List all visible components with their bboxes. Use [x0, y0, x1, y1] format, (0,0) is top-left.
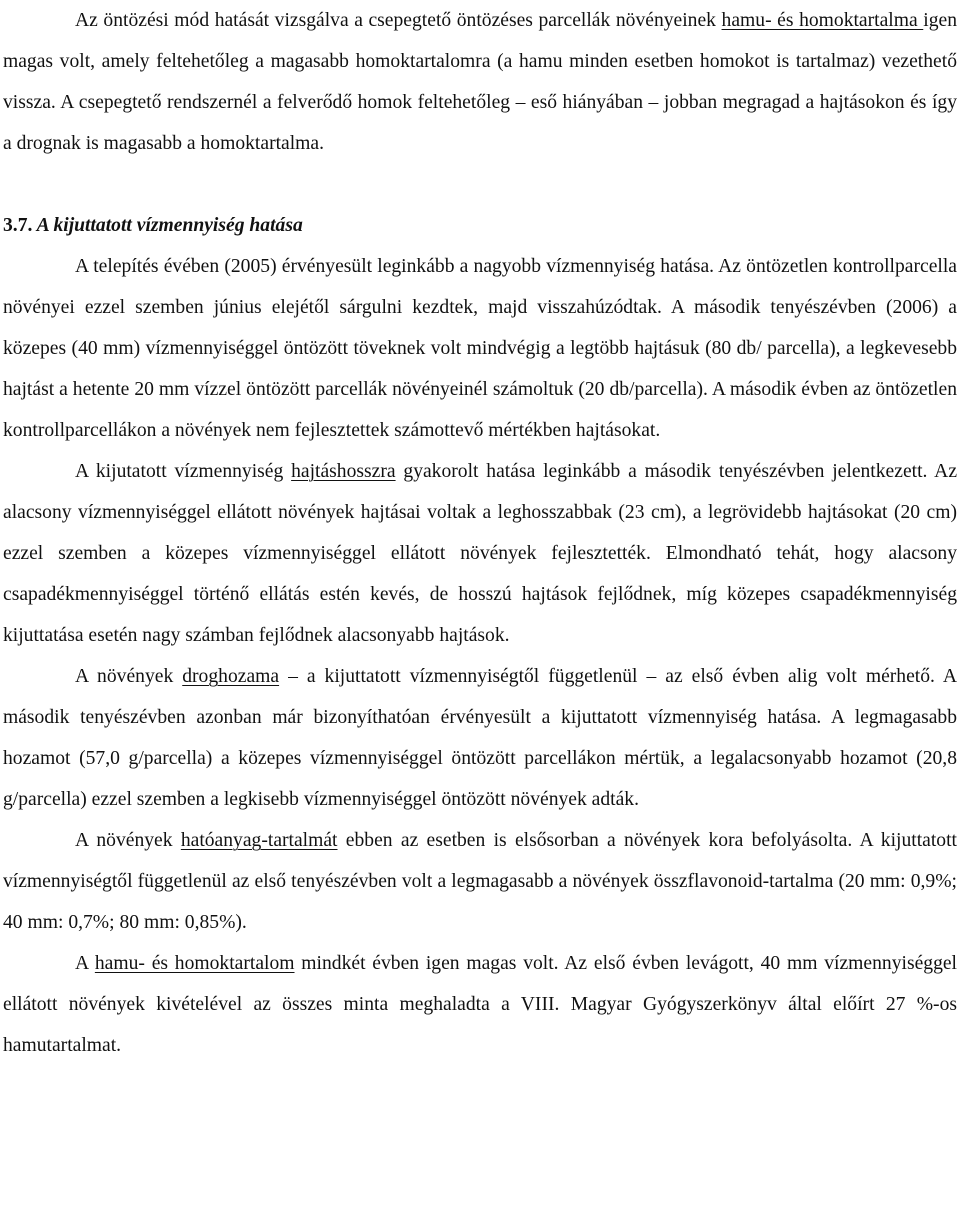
- paragraph-gap: [3, 164, 957, 205]
- paragraph-text: A növények: [75, 830, 181, 851]
- paragraph-text: A: [75, 953, 95, 974]
- paragraph-text: – a kijuttatott vízmennyiségtől függetlenül – az első évben alig volt mérhető. A második tenyészévben azonban már bizonyíthatóan érvényesült a kijuttatott vízmennyiség hatása. A legmagasabb hozamot (57,0 g/parcella) a közepes vízmennyiséggel öntözött parcellákon mértük, a legalacsonyabb hozamot (20,8 g/parcella) ezzel szemben a legkisebb vízmennyiséggel öntözött növények adták.: [3, 666, 957, 810]
- paragraph-text: igen magas volt, amely feltehetőleg a magasabb homoktartalomra (a hamu minden esetben homokot is tartalmaz) vezethető vissza. A csepegtető rendszernél a felverődő homok feltehetőleg – eső hiányában – jobban megragad a hajtásokon és így a drognak is magasabb a homoktartalma.: [3, 10, 957, 154]
- section-number: 3.7.: [3, 215, 33, 236]
- paragraph-shoot-length: [3, 451, 957, 656]
- paragraph-text: Az öntözési mód hatását vizsgálva a csepegtető öntözéses parcellák növényeinek: [75, 10, 722, 31]
- paragraph-text: gyakorolt hatása leginkább a második tenyészévben jelentkezett. Az alacsony vízmennyiséggel ellátott növények hajtásai voltak a leghosszabbak (23 cm), a legrövidebb hajtásokat (20 cm) ezzel szemben a közepes vízmennyiséggel ellátott növények fejlesztették. Elmondható tehát, hogy alacsony csapadékmennyiséggel történő ellátás estén kevés, de hosszú hajtások fejlődnek, míg közepes csapadékmennyiség kijuttatása esetén nagy számban fejlődnek alacsonyabb hajtások.: [3, 461, 958, 646]
- paragraph-text: mindkét évben igen magas volt. Az első évben levágott, 40 mm vízmennyiséggel ellátott növények kivételével az összes minta meghaladta a VIII. Magyar Gyógyszerkönyv által előírt 27 %-os hamutartalmat.: [3, 953, 958, 1056]
- paragraph-irrigation-method: [3, 0, 957, 164]
- underlined-term: droghozama: [182, 666, 280, 687]
- paragraph-water-effect: A telepítés évében (2005) érvényesült leginkább a nagyobb vízmennyiség hatása. Az öntözetlen kontrollparcella növényei ezzel szemben június elejétől sárgulni kezdtek, majd visszahúzódtak. A második tenyészévben (2006) a közepes (40 mm) vízmennyiséggel öntözött töveknek volt mindvégig a legtöbb hajtásuk (80 db/ parcella), a legkevesebb hajtást a hetente 20 mm vízzel öntözött parcellák növényeinél számoltuk (20 db/parcella). A második évben az öntözetlen kontrollparcellákon a növények nem fejlesztettek számottevő mértékben hajtásokat.: [3, 256, 957, 441]
- paragraph-text: A kijutatott vízmennyiség: [75, 461, 292, 482]
- section-title: A kijuttatott vízmennyiség hatása: [36, 215, 303, 236]
- paragraph-drug-yield: [3, 656, 957, 820]
- paragraph-active-ingredient: [3, 820, 957, 943]
- section-heading: [3, 205, 957, 246]
- document-page: [3, 0, 957, 1066]
- underlined-term: hatóanyag-tartalmát: [180, 830, 338, 851]
- underlined-term: hamu- és homoktartalom: [94, 953, 295, 974]
- underlined-term: hamu- és homoktartalma: [721, 10, 924, 31]
- underlined-term: hajtáshosszra: [291, 461, 396, 482]
- paragraph-ash-sand: [3, 943, 957, 1066]
- paragraph-text: ebben az esetben is elsősorban a növények kora befolyásolta. A kijuttatott vízmennyiségtől függetlenül az első tenyészévben volt a legmagasabb a növények összflavonoid-tartalma (20 mm: 0,9%; 40 mm: 0,7%; 80 mm: 0,85%).: [3, 830, 957, 933]
- paragraph-text: A növények: [75, 666, 183, 687]
